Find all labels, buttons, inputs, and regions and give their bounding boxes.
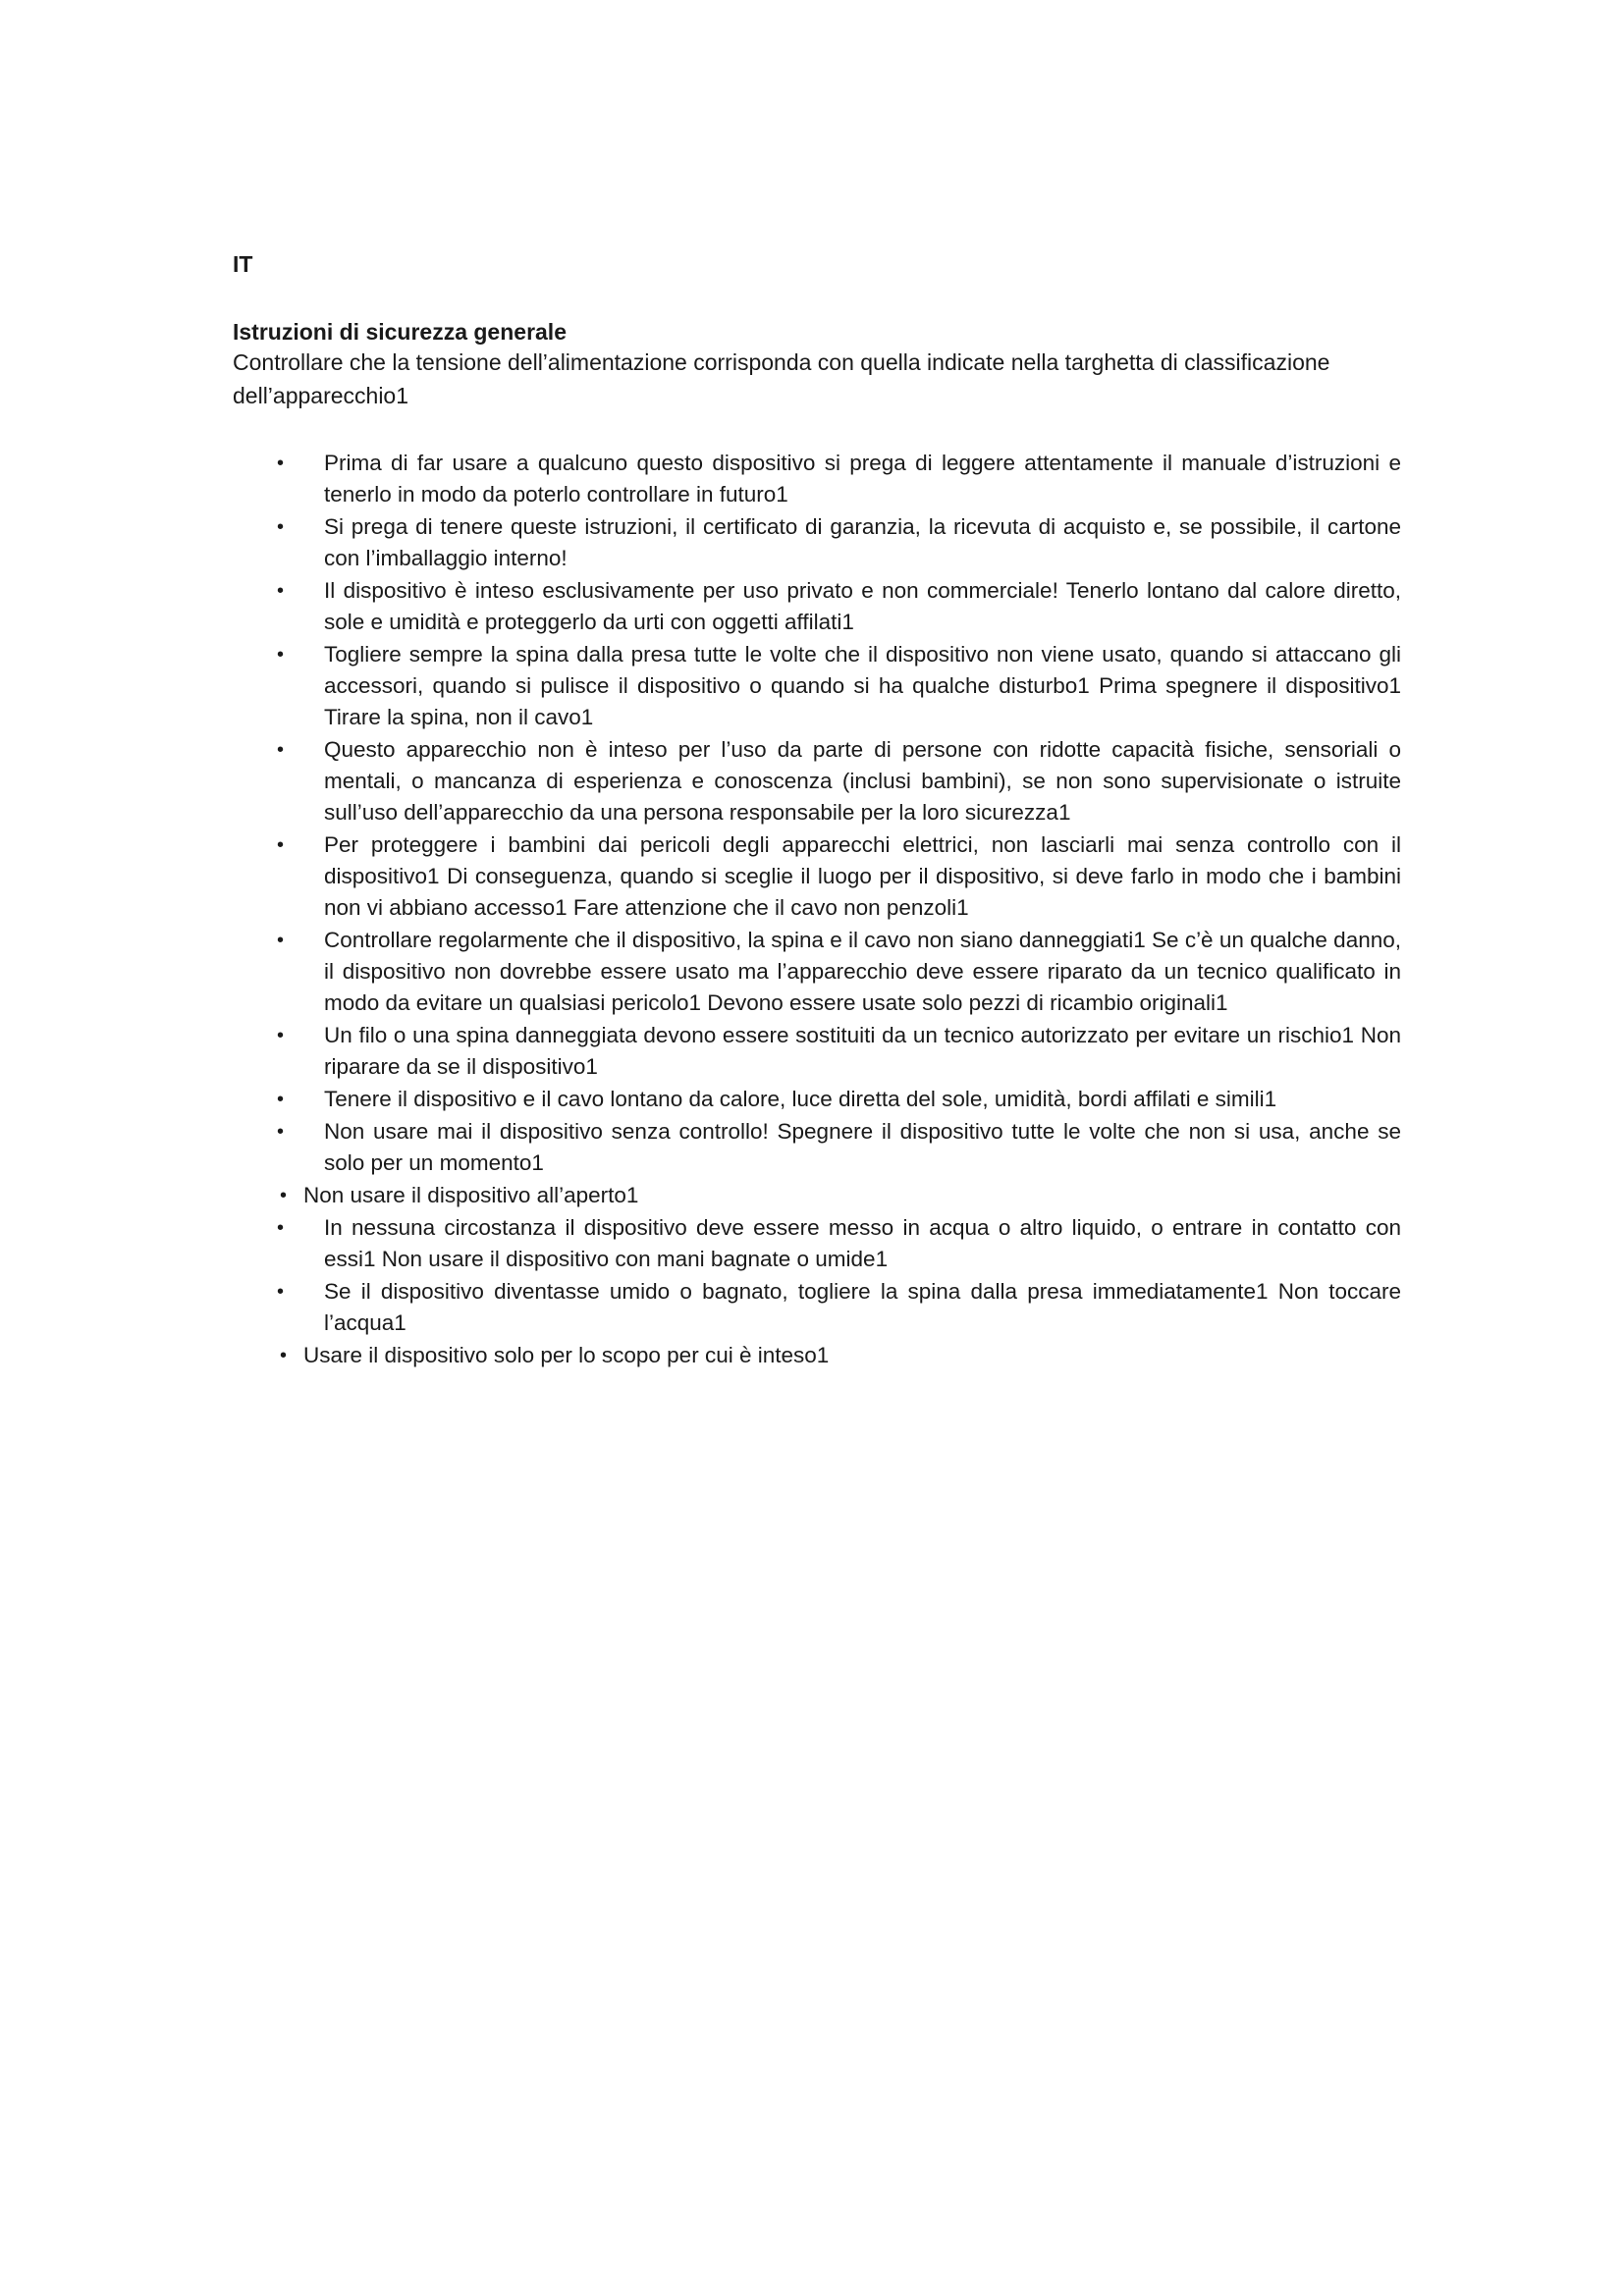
bullet-icon: • xyxy=(280,1345,288,1366)
bullet-icon: • xyxy=(277,930,285,951)
bullet-icon: • xyxy=(277,739,285,761)
list-item xyxy=(233,448,1401,510)
list-item-text: Si prega di tenere queste istruzioni, il certificato di garanzia, la ricevuta di acquisto e, se possibile, il cartone con l’imballaggio interno! xyxy=(324,514,1401,570)
bullet-icon: • xyxy=(277,644,285,666)
list-item xyxy=(233,1276,1401,1339)
list-item-text: Per proteggere i bambini dai pericoli degli apparecchi elettrici, non lasciarli mai senza controllo con il dispositivo1 Di conseguenza, quando si sceglie il luogo per il dispositivo, si deve farlo in modo che i bambini non vi abbiano accesso1 Fare attenzione che il cavo non penzoli1 xyxy=(324,832,1401,920)
list-item xyxy=(233,1084,1401,1115)
bullet-icon: • xyxy=(277,1089,285,1110)
list-item-text: Tenere il dispositivo e il cavo lontano da calore, luce diretta del sole, umidità, bordi affilati e simili1 xyxy=(324,1087,1277,1111)
bullet-icon: • xyxy=(277,1121,285,1143)
list-item-text: Prima di far usare a qualcuno questo dispositivo si prega di leggere attentamente il manuale d’istruzioni e tenerlo in modo da poterlo controllare in futuro1 xyxy=(324,451,1401,507)
bullet-icon: • xyxy=(277,516,285,538)
list-item-text: Il dispositivo è inteso esclusivamente per uso privato e non commerciale! Tenerlo lontano dal calore diretto, sole e umidità e proteggerlo da urti con oggetti affilati1 xyxy=(324,578,1401,634)
list-item-text: Controllare regolarmente che il dispositivo, la spina e il cavo non siano danneggiati1 Se c’è un qualche danno, il dispositivo non dovrebbe essere usato ma l’apparecchio deve essere riparato da un tecnico qualificato in modo da evitare un qualsiasi pericolo1 Devono essere usate solo pezzi di ricambio originali1 xyxy=(324,928,1401,1015)
list-item-text: In nessuna circostanza il dispositivo deve essere messo in acqua o altro liquido, o entrare in contatto con essi1 Non usare il dispositivo con mani bagnate o umide1 xyxy=(324,1215,1401,1271)
list-item xyxy=(233,829,1401,924)
list-item xyxy=(233,511,1401,574)
list-item xyxy=(233,925,1401,1019)
list-item xyxy=(233,1212,1401,1275)
intro-paragraph: Controllare che la tensione dell’alimentazione corrisponda con quella indicate nella targhetta di classificazione dell’apparecchio1 xyxy=(233,349,1330,408)
list-item-text: Non usare il dispositivo all’aperto1 xyxy=(303,1183,639,1207)
list-item xyxy=(233,1340,1401,1371)
bullet-icon: • xyxy=(277,1281,285,1303)
list-item xyxy=(233,639,1401,733)
section-title: Istruzioni di sicurezza generale xyxy=(233,319,567,345)
list-item xyxy=(233,734,1401,828)
list-item-text: Se il dispositivo diventasse umido o bagnato, togliere la spina dalla presa immediatamente1 Non toccare l’acqua1 xyxy=(324,1279,1401,1335)
bullet-icon: • xyxy=(277,453,285,474)
language-code: IT xyxy=(233,251,253,277)
list-item-text: Usare il dispositivo solo per lo scopo per cui è inteso1 xyxy=(303,1343,830,1367)
bullet-icon: • xyxy=(277,1025,285,1046)
bullet-icon: • xyxy=(280,1185,288,1206)
list-item xyxy=(233,1180,1401,1211)
list-item xyxy=(233,1116,1401,1179)
list-item-text: Non usare mai il dispositivo senza controllo! Spegnere il dispositivo tutte le volte che non si usa, anche se solo per un momento1 xyxy=(324,1119,1401,1175)
bullet-icon: • xyxy=(277,580,285,602)
list-item xyxy=(233,1020,1401,1083)
safety-instructions-list xyxy=(233,448,1401,1372)
bullet-icon: • xyxy=(277,1217,285,1239)
list-item xyxy=(233,575,1401,638)
list-item-text: Questo apparecchio non è inteso per l’uso da parte di persone con ridotte capacità fisiche, sensoriali o mentali, o mancanza di esperienza e conoscenza (inclusi bambini), se non sono supervisionate o istruite sull’uso dell’apparecchio da una persona responsabile per la loro sicurezza1 xyxy=(324,737,1401,825)
list-item-text: Un filo o una spina danneggiata devono essere sostituiti da un tecnico autorizzato per evitare un rischio1 Non riparare da se il dispositivo1 xyxy=(324,1023,1401,1079)
bullet-icon: • xyxy=(277,834,285,856)
list-item-text: Togliere sempre la spina dalla presa tutte le volte che il dispositivo non viene usato, quando si attaccano gli accessori, quando si pulisce il dispositivo o quando si ha qualche disturbo1 Prima spegnere il dispositivo1 Tirare la spina, non il cavo1 xyxy=(324,642,1401,729)
